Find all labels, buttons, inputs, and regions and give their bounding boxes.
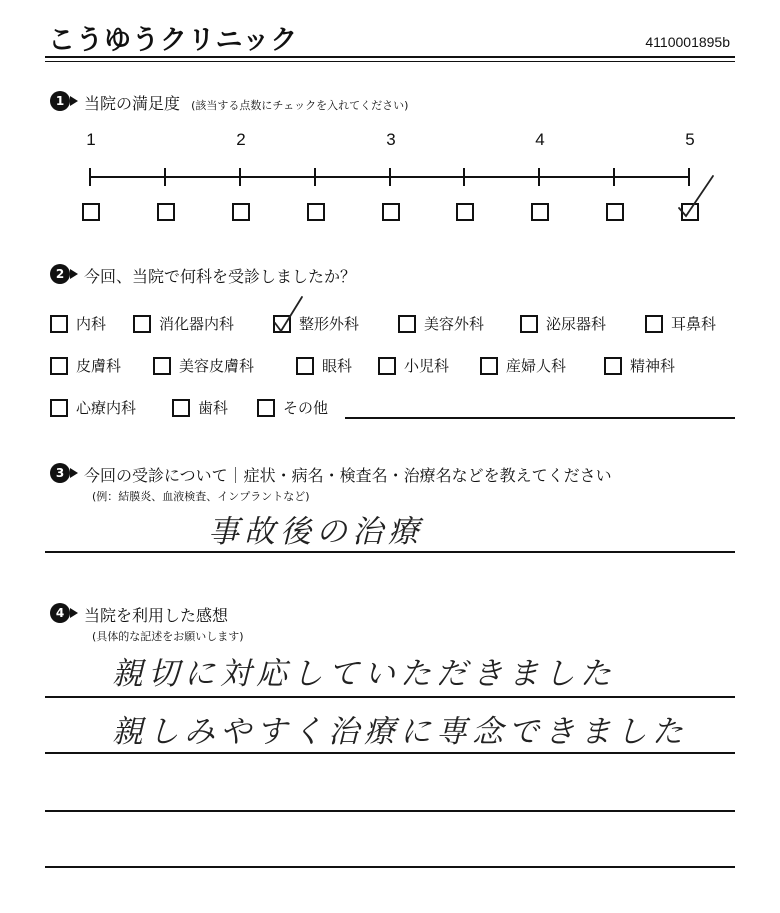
department-checkbox[interactable]	[398, 315, 416, 333]
question-4-badge: 4	[50, 603, 70, 623]
department-label: 耳鼻科	[671, 315, 717, 333]
department-checkbox[interactable]	[296, 357, 314, 375]
scale-label-2: 2	[236, 130, 246, 149]
department-label: 眼科	[322, 357, 353, 375]
department-option[interactable]	[153, 355, 254, 376]
header-rule-top	[45, 56, 735, 58]
department-option[interactable]	[378, 355, 449, 376]
scale-label-4: 4	[535, 130, 545, 149]
question-4-answer-line-1[interactable]: 親切に対応していただきました	[112, 656, 616, 692]
department-label: 産婦人科	[506, 357, 567, 375]
department-label: 小児科	[404, 357, 450, 375]
department-label: 美容皮膚科	[179, 357, 255, 375]
header-rule-bottom	[45, 61, 735, 62]
question-2-title: 今回、当院で何科を受診しましたか？	[84, 267, 357, 286]
satisfaction-checkbox[interactable]	[157, 203, 175, 221]
department-option[interactable]	[133, 313, 234, 334]
department-label: 内科	[76, 315, 107, 333]
question-1-title	[84, 91, 408, 114]
scale-tick	[239, 168, 241, 186]
question-3-title: 今回の受診について｜症状・病名・検査名・治療名などを教えてください	[84, 466, 612, 485]
satisfaction-checkbox[interactable]	[531, 203, 549, 221]
satisfaction-checkbox[interactable]	[232, 203, 250, 221]
department-option[interactable]	[480, 355, 566, 376]
department-checkbox[interactable]	[153, 357, 171, 375]
satisfaction-checkbox[interactable]	[307, 203, 325, 221]
satisfaction-checkbox[interactable]	[82, 203, 100, 221]
department-label: 歯科	[198, 399, 229, 417]
scale-label-5: 5	[685, 130, 695, 149]
department-option[interactable]	[296, 355, 352, 376]
question-1-arrow-icon	[70, 96, 78, 106]
department-option[interactable]	[50, 355, 121, 376]
department-checkbox[interactable]	[50, 399, 68, 417]
question-4-note: (具体的な記述をお願いします)	[92, 630, 244, 643]
department-label: 整形外科	[299, 315, 360, 333]
question-4-write-line-4	[45, 866, 735, 868]
department-option[interactable]	[520, 313, 606, 334]
department-option[interactable]	[604, 355, 675, 376]
department-checkbox[interactable]	[378, 357, 396, 375]
department-checkbox[interactable]	[172, 399, 190, 417]
department-checkbox[interactable]	[645, 315, 663, 333]
question-2-badge: 2	[50, 264, 70, 284]
check-mark-icon	[272, 295, 304, 335]
department-checkbox[interactable]	[520, 315, 538, 333]
question-4-arrow-icon	[70, 608, 78, 618]
department-option[interactable]	[645, 313, 716, 334]
department-option[interactable]	[273, 313, 359, 334]
question-3-write-line	[45, 551, 735, 553]
department-option[interactable]	[172, 397, 228, 418]
scale-label-3: 3	[386, 130, 396, 149]
question-3-note: (例：結膜炎、血液検査、インプラントなど)	[92, 490, 310, 503]
question-1-title-text: 当院の満足度	[84, 94, 181, 113]
question-4-title: 当院を利用した感想	[84, 606, 229, 625]
scale-tick	[538, 168, 540, 186]
department-label: 皮膚科	[76, 357, 122, 375]
scale-tick	[463, 168, 465, 186]
question-3-arrow-icon	[70, 468, 78, 478]
scale-tick	[314, 168, 316, 186]
scale-tick	[89, 168, 91, 186]
department-label: 精神科	[630, 357, 676, 375]
question-1-badge: 1	[50, 91, 70, 111]
department-option[interactable]	[257, 397, 328, 418]
department-checkbox[interactable]	[133, 315, 151, 333]
department-checkbox[interactable]	[50, 357, 68, 375]
department-label: その他	[283, 399, 329, 417]
scale-tick	[613, 168, 615, 186]
department-label: 心療内科	[76, 399, 137, 417]
question-3-handwritten-answer[interactable]: 事故後の治療	[208, 514, 424, 550]
question-1-note: (該当する点数にチェックを入れてください)	[191, 99, 409, 112]
scale-tick	[164, 168, 166, 186]
satisfaction-checkbox[interactable]	[382, 203, 400, 221]
department-label: 消化器内科	[159, 315, 235, 333]
department-option[interactable]	[50, 397, 136, 418]
question-4-write-line-1	[45, 696, 735, 698]
question-4-answer-line-2[interactable]: 親しみやすく治療に専念できました	[112, 714, 688, 750]
scale-label-1: 1	[86, 130, 96, 149]
department-label: 泌尿器科	[546, 315, 607, 333]
satisfaction-checkbox[interactable]	[606, 203, 624, 221]
department-checkbox[interactable]	[604, 357, 622, 375]
department-option[interactable]	[398, 313, 484, 334]
department-checkbox[interactable]	[50, 315, 68, 333]
other-write-line	[345, 417, 735, 419]
department-option[interactable]	[50, 313, 106, 334]
question-4-write-line-2	[45, 752, 735, 754]
form-id: 4110001895b	[645, 34, 730, 50]
question-3-badge: 3	[50, 463, 70, 483]
check-mark-icon	[677, 172, 717, 222]
department-checkbox[interactable]	[257, 399, 275, 417]
department-checkbox[interactable]	[480, 357, 498, 375]
question-2-arrow-icon	[70, 269, 78, 279]
department-label: 美容外科	[424, 315, 485, 333]
question-4-write-line-3	[45, 810, 735, 812]
scale-tick	[389, 168, 391, 186]
satisfaction-checkbox[interactable]	[456, 203, 474, 221]
clinic-name: こうゆうクリニック	[48, 25, 299, 56]
department-checkbox[interactable]	[273, 315, 291, 333]
